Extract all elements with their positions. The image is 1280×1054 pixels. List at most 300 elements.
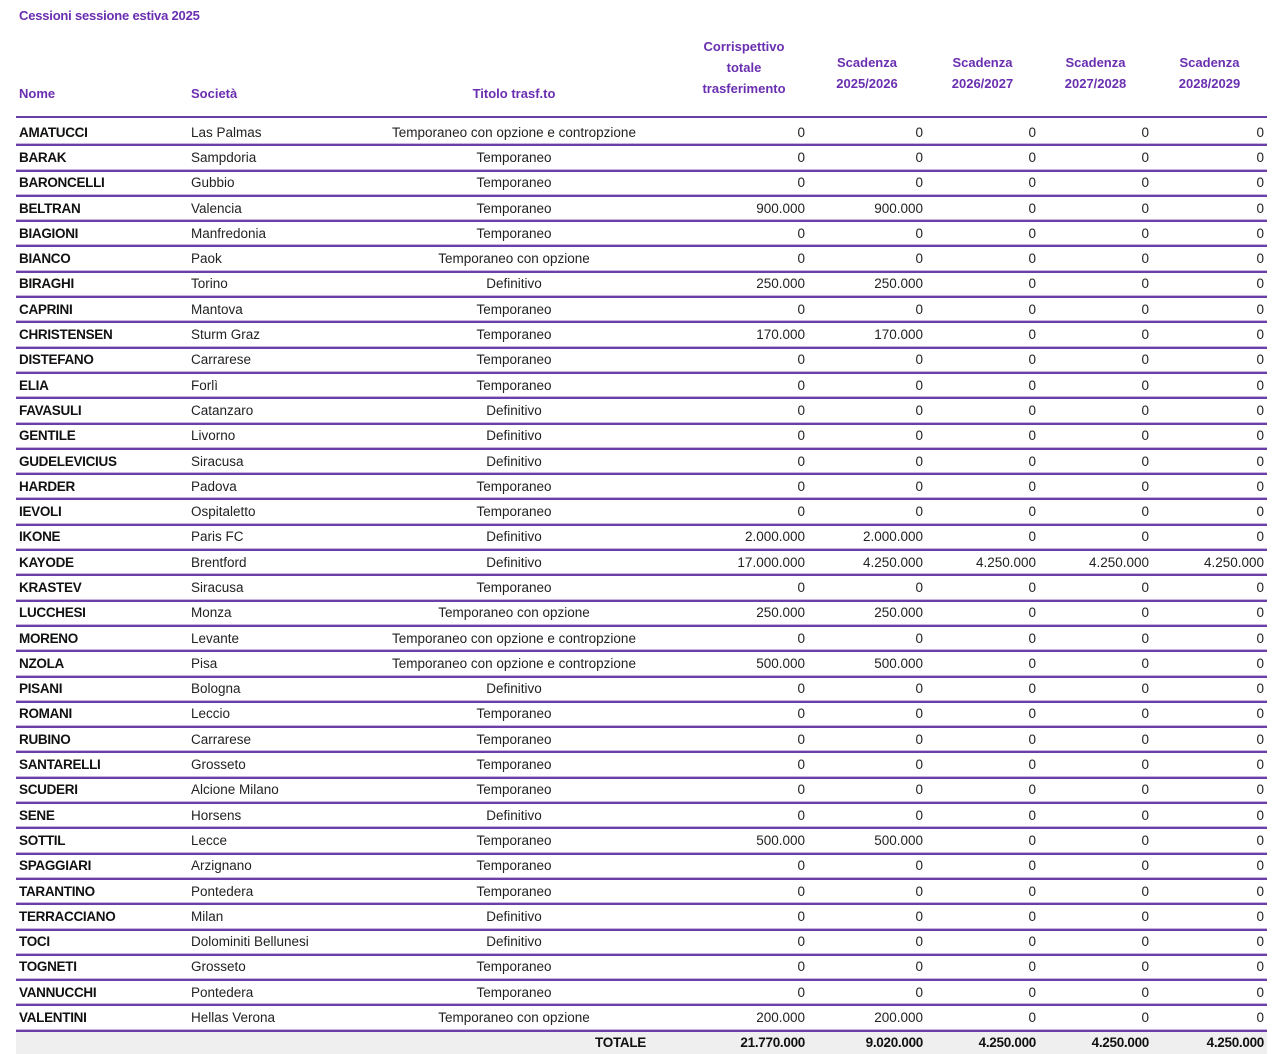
cell-corrispettivo: 0: [680, 171, 808, 196]
cell-corrispettivo: 17.000.000: [680, 550, 808, 575]
cell-scadenza-2028-2029: 0: [1152, 272, 1267, 297]
cell-scadenza-2028-2029: 0: [1152, 626, 1267, 651]
cell-corrispettivo: 2.000.000: [680, 525, 808, 550]
cell-scadenza-2025-2026: 0: [808, 575, 926, 600]
cell-scadenza-2025-2026: 250.000: [808, 601, 926, 626]
cell-titolo: Temporaneo con opzione e contropzione: [348, 626, 680, 651]
cell-nome: DISTEFANO: [16, 348, 188, 373]
cell-scadenza-2026-2027: 0: [926, 702, 1039, 727]
cell-nome: LUCCHESI: [16, 601, 188, 626]
cell-corrispettivo: 0: [680, 930, 808, 955]
cell-scadenza-2026-2027: 0: [926, 322, 1039, 347]
cell-nome: SANTARELLI: [16, 752, 188, 777]
cell-scadenza-2025-2026: 170.000: [808, 322, 926, 347]
cell-corrispettivo: 0: [680, 449, 808, 474]
cell-scadenza-2028-2029: 0: [1152, 803, 1267, 828]
table-row: [16, 601, 1267, 626]
table-row: [16, 297, 1267, 322]
cell-titolo: Definitivo: [348, 677, 680, 702]
cell-scadenza-2026-2027: 0: [926, 930, 1039, 955]
cell-scadenza-2025-2026: 0: [808, 879, 926, 904]
cell-scadenza-2027-2028: 0: [1039, 575, 1152, 600]
table-row: [16, 803, 1267, 828]
cell-scadenza-2028-2029: 0: [1152, 702, 1267, 727]
cell-scadenza-2025-2026: 0: [808, 221, 926, 246]
cell-scadenza-2027-2028: 0: [1039, 272, 1152, 297]
cell-scadenza-2025-2026: 0: [808, 424, 926, 449]
cell-societa: Torino: [188, 272, 348, 297]
cell-scadenza-2028-2029: 0: [1152, 474, 1267, 499]
cell-scadenza-2028-2029: 0: [1152, 601, 1267, 626]
header-scadenza-season: 2027/2028: [1064, 76, 1127, 91]
cell-titolo: Temporaneo: [348, 499, 680, 524]
cell-nome: TOGNETI: [16, 955, 188, 980]
cell-scadenza-2026-2027: 0: [926, 246, 1039, 271]
cell-scadenza-2028-2029: 0: [1152, 955, 1267, 980]
document-title: Cessioni sessione estiva 2025: [19, 8, 200, 23]
table-row: [16, 854, 1267, 879]
cell-societa: Paok: [188, 246, 348, 271]
cell-nome: GUDELEVICIUS: [16, 449, 188, 474]
cell-societa: Pontedera: [188, 980, 348, 1005]
header-corrispettivo-line-1: Corrispettivo: [703, 39, 785, 54]
cell-societa: Grosseto: [188, 752, 348, 777]
cell-scadenza-2027-2028: 0: [1039, 196, 1152, 221]
cell-corrispettivo: 0: [680, 955, 808, 980]
header-scadenza-label: Scadenza: [1179, 55, 1240, 70]
cell-corrispettivo: 0: [680, 677, 808, 702]
cell-scadenza-2026-2027: 0: [926, 752, 1039, 777]
cell-scadenza-2026-2027: 0: [926, 651, 1039, 676]
table-row: [16, 550, 1267, 575]
cell-scadenza-2027-2028: 0: [1039, 980, 1152, 1005]
cell-societa: Mantova: [188, 297, 348, 322]
cell-scadenza-2025-2026: 2.000.000: [808, 525, 926, 550]
header-scadenza-label: Scadenza: [952, 55, 1013, 70]
cell-scadenza-2026-2027: 0: [926, 879, 1039, 904]
cell-scadenza-2027-2028: 0: [1039, 297, 1152, 322]
cell-societa: Arzignano: [188, 854, 348, 879]
cell-scadenza-2025-2026: 0: [808, 955, 926, 980]
cell-societa: Livorno: [188, 424, 348, 449]
cell-corrispettivo: 0: [680, 221, 808, 246]
table-row: [16, 171, 1267, 196]
cell-societa: Padova: [188, 474, 348, 499]
cell-titolo: Temporaneo con opzione: [348, 1005, 680, 1030]
cell-nome: IKONE: [16, 525, 188, 550]
header-societa: Società: [188, 10, 348, 117]
cell-scadenza-2028-2029: 0: [1152, 373, 1267, 398]
table-row: [16, 752, 1267, 777]
cell-societa: Dolominiti Bellunesi: [188, 930, 348, 955]
cell-scadenza-2026-2027: 0: [926, 272, 1039, 297]
cell-scadenza-2026-2027: 0: [926, 196, 1039, 221]
cell-titolo: Temporaneo: [348, 145, 680, 170]
cell-scadenza-2028-2029: 0: [1152, 930, 1267, 955]
table-row: [16, 373, 1267, 398]
cell-titolo: Temporaneo: [348, 474, 680, 499]
cell-scadenza-2028-2029: 0: [1152, 904, 1267, 929]
cell-scadenza-2025-2026: 0: [808, 474, 926, 499]
cell-scadenza-2028-2029: 0: [1152, 196, 1267, 221]
table-row: [16, 778, 1267, 803]
header-row: [16, 10, 1267, 117]
cell-titolo: Definitivo: [348, 525, 680, 550]
table-row: [16, 651, 1267, 676]
cell-nome: ROMANI: [16, 702, 188, 727]
cell-titolo: Temporaneo: [348, 702, 680, 727]
cell-nome: CHRISTENSEN: [16, 322, 188, 347]
cell-scadenza-2026-2027: 0: [926, 117, 1039, 145]
header-scadenza-2028-2029: [1152, 10, 1267, 117]
cell-scadenza-2028-2029: 0: [1152, 1005, 1267, 1030]
cell-scadenza-2026-2027: 0: [926, 474, 1039, 499]
table-row: [16, 1005, 1267, 1030]
cell-nome: TOCI: [16, 930, 188, 955]
cell-societa: Forlì: [188, 373, 348, 398]
cell-scadenza-2025-2026: 0: [808, 803, 926, 828]
cell-scadenza-2025-2026: 0: [808, 727, 926, 752]
cell-scadenza-2026-2027: 0: [926, 955, 1039, 980]
cell-scadenza-2028-2029: 0: [1152, 221, 1267, 246]
cell-titolo: Temporaneo: [348, 348, 680, 373]
cell-scadenza-2027-2028: 0: [1039, 904, 1152, 929]
table-row: [16, 424, 1267, 449]
cell-scadenza-2028-2029: 0: [1152, 980, 1267, 1005]
cell-societa: Brentford: [188, 550, 348, 575]
cell-scadenza-2025-2026: 0: [808, 752, 926, 777]
cell-nome: TERRACCIANO: [16, 904, 188, 929]
total-scadenza-2027-2028: 4.250.000: [1039, 1031, 1152, 1054]
cell-societa: Pontedera: [188, 879, 348, 904]
cell-scadenza-2028-2029: 4.250.000: [1152, 550, 1267, 575]
table-row: [16, 322, 1267, 347]
cell-titolo: Definitivo: [348, 272, 680, 297]
cell-scadenza-2025-2026: 0: [808, 373, 926, 398]
cell-scadenza-2027-2028: 0: [1039, 145, 1152, 170]
cell-societa: Grosseto: [188, 955, 348, 980]
cell-scadenza-2027-2028: 0: [1039, 702, 1152, 727]
cell-scadenza-2025-2026: 0: [808, 904, 926, 929]
cell-nome: FAVASULI: [16, 398, 188, 423]
cell-societa: Sturm Graz: [188, 322, 348, 347]
cell-scadenza-2027-2028: 0: [1039, 398, 1152, 423]
cell-scadenza-2028-2029: 0: [1152, 449, 1267, 474]
table-row: [16, 499, 1267, 524]
cell-scadenza-2026-2027: 0: [926, 449, 1039, 474]
cell-scadenza-2028-2029: 0: [1152, 348, 1267, 373]
cell-nome: VALENTINI: [16, 1005, 188, 1030]
total-scadenza-2028-2029: 4.250.000: [1152, 1031, 1267, 1054]
cell-titolo: Definitivo: [348, 449, 680, 474]
cell-scadenza-2027-2028: 0: [1039, 449, 1152, 474]
cell-corrispettivo: 0: [680, 246, 808, 271]
cell-nome: MORENO: [16, 626, 188, 651]
cell-scadenza-2025-2026: 0: [808, 297, 926, 322]
cell-scadenza-2027-2028: 0: [1039, 955, 1152, 980]
cell-scadenza-2025-2026: 0: [808, 348, 926, 373]
cell-corrispettivo: 900.000: [680, 196, 808, 221]
cell-titolo: Temporaneo: [348, 854, 680, 879]
cell-corrispettivo: 0: [680, 348, 808, 373]
cell-scadenza-2025-2026: 4.250.000: [808, 550, 926, 575]
cell-scadenza-2028-2029: 0: [1152, 778, 1267, 803]
cell-scadenza-2025-2026: 0: [808, 499, 926, 524]
cell-societa: Siracusa: [188, 449, 348, 474]
table-row: [16, 221, 1267, 246]
cell-scadenza-2026-2027: 0: [926, 424, 1039, 449]
cell-corrispettivo: 0: [680, 879, 808, 904]
cell-scadenza-2028-2029: 0: [1152, 651, 1267, 676]
cell-scadenza-2028-2029: 0: [1152, 854, 1267, 879]
cell-titolo: Temporaneo: [348, 727, 680, 752]
cell-scadenza-2026-2027: 0: [926, 980, 1039, 1005]
cell-scadenza-2027-2028: 0: [1039, 601, 1152, 626]
cell-nome: PISANI: [16, 677, 188, 702]
cell-titolo: Definitivo: [348, 904, 680, 929]
cell-scadenza-2028-2029: 0: [1152, 575, 1267, 600]
cell-scadenza-2027-2028: 0: [1039, 117, 1152, 145]
cell-corrispettivo: 0: [680, 752, 808, 777]
table-row: [16, 474, 1267, 499]
cell-scadenza-2025-2026: 0: [808, 171, 926, 196]
cell-nome: SENE: [16, 803, 188, 828]
cell-titolo: Temporaneo con opzione e contropzione: [348, 651, 680, 676]
cell-societa: Bologna: [188, 677, 348, 702]
cell-nome: BIAGIONI: [16, 221, 188, 246]
cell-scadenza-2026-2027: 0: [926, 297, 1039, 322]
cell-corrispettivo: 250.000: [680, 272, 808, 297]
table-row: [16, 449, 1267, 474]
cell-scadenza-2026-2027: 4.250.000: [926, 550, 1039, 575]
cell-corrispettivo: 0: [680, 575, 808, 600]
header-scadenza-label: Scadenza: [837, 55, 897, 70]
cell-nome: RUBINO: [16, 727, 188, 752]
cell-titolo: Definitivo: [348, 550, 680, 575]
cell-scadenza-2026-2027: 0: [926, 373, 1039, 398]
cell-titolo: Temporaneo con opzione: [348, 601, 680, 626]
cell-scadenza-2027-2028: 0: [1039, 778, 1152, 803]
cell-scadenza-2026-2027: 0: [926, 171, 1039, 196]
cell-scadenza-2025-2026: 0: [808, 117, 926, 145]
cell-corrispettivo: 0: [680, 626, 808, 651]
cell-titolo: Temporaneo con opzione e contropzione: [348, 117, 680, 145]
cell-scadenza-2025-2026: 0: [808, 980, 926, 1005]
table-row: [16, 196, 1267, 221]
cell-scadenza-2026-2027: 0: [926, 525, 1039, 550]
table-row: [16, 117, 1267, 145]
cell-nome: KAYODE: [16, 550, 188, 575]
cell-scadenza-2027-2028: 0: [1039, 854, 1152, 879]
cell-corrispettivo: 0: [680, 424, 808, 449]
cell-scadenza-2028-2029: 0: [1152, 398, 1267, 423]
cell-corrispettivo: 500.000: [680, 651, 808, 676]
cell-scadenza-2025-2026: 0: [808, 449, 926, 474]
cell-societa: Monza: [188, 601, 348, 626]
cell-scadenza-2025-2026: 0: [808, 930, 926, 955]
table-row: [16, 904, 1267, 929]
cell-scadenza-2028-2029: 0: [1152, 322, 1267, 347]
cell-societa: Horsens: [188, 803, 348, 828]
cell-scadenza-2025-2026: 0: [808, 702, 926, 727]
header-corrispettivo-line-2: totale: [726, 60, 762, 75]
cell-scadenza-2025-2026: 500.000: [808, 651, 926, 676]
cell-societa: Alcione Milano: [188, 778, 348, 803]
table-row: [16, 398, 1267, 423]
cell-societa: Levante: [188, 626, 348, 651]
cell-scadenza-2025-2026: 0: [808, 778, 926, 803]
header-scadenza-label: Scadenza: [1065, 55, 1126, 70]
cell-corrispettivo: 0: [680, 474, 808, 499]
cell-scadenza-2027-2028: 0: [1039, 1005, 1152, 1030]
transfers-table: [16, 10, 1267, 1054]
cell-scadenza-2027-2028: 0: [1039, 373, 1152, 398]
cell-titolo: Temporaneo: [348, 828, 680, 853]
cell-titolo: Temporaneo: [348, 575, 680, 600]
header-corrispettivo: [680, 10, 808, 117]
cell-corrispettivo: 0: [680, 727, 808, 752]
cell-scadenza-2026-2027: 0: [926, 626, 1039, 651]
table-row: [16, 980, 1267, 1005]
cell-scadenza-2026-2027: 0: [926, 348, 1039, 373]
header-scadenza-2026-2027: [926, 10, 1039, 117]
cell-nome: NZOLA: [16, 651, 188, 676]
cell-scadenza-2027-2028: 0: [1039, 879, 1152, 904]
header-scadenza-season: 2028/2029: [1178, 76, 1241, 91]
cell-scadenza-2025-2026: 0: [808, 626, 926, 651]
cell-corrispettivo: 0: [680, 854, 808, 879]
cell-societa: Sampdoria: [188, 145, 348, 170]
cell-scadenza-2025-2026: 250.000: [808, 272, 926, 297]
table-row: [16, 145, 1267, 170]
cell-scadenza-2028-2029: 0: [1152, 171, 1267, 196]
table-row: [16, 272, 1267, 297]
cell-scadenza-2026-2027: 0: [926, 778, 1039, 803]
cell-nome: BIANCO: [16, 246, 188, 271]
cell-scadenza-2026-2027: 0: [926, 854, 1039, 879]
cell-titolo: Temporaneo con opzione: [348, 246, 680, 271]
cell-titolo: Temporaneo: [348, 980, 680, 1005]
cell-scadenza-2025-2026: 500.000: [808, 828, 926, 853]
cell-scadenza-2025-2026: 0: [808, 398, 926, 423]
cell-scadenza-2025-2026: 0: [808, 246, 926, 271]
cell-scadenza-2027-2028: 0: [1039, 246, 1152, 271]
cell-nome: ELIA: [16, 373, 188, 398]
cell-nome: BIRAGHI: [16, 272, 188, 297]
cell-scadenza-2027-2028: 0: [1039, 171, 1152, 196]
cell-corrispettivo: 200.000: [680, 1005, 808, 1030]
cell-corrispettivo: 0: [680, 297, 808, 322]
table-row: [16, 677, 1267, 702]
cell-nome: CAPRINI: [16, 297, 188, 322]
cell-scadenza-2026-2027: 0: [926, 1005, 1039, 1030]
cell-scadenza-2027-2028: 0: [1039, 474, 1152, 499]
cell-scadenza-2027-2028: 0: [1039, 803, 1152, 828]
cell-scadenza-2025-2026: 900.000: [808, 196, 926, 221]
cell-corrispettivo: 0: [680, 145, 808, 170]
header-scadenza-season: 2026/2027: [951, 76, 1014, 91]
cell-scadenza-2028-2029: 0: [1152, 752, 1267, 777]
cell-scadenza-2027-2028: 0: [1039, 424, 1152, 449]
cell-scadenza-2026-2027: 0: [926, 575, 1039, 600]
cell-nome: TARANTINO: [16, 879, 188, 904]
cell-societa: Carrarese: [188, 727, 348, 752]
header-scadenza-season: 2025/2026: [836, 76, 898, 91]
table-row: [16, 930, 1267, 955]
table-row: [16, 626, 1267, 651]
cell-scadenza-2025-2026: 0: [808, 854, 926, 879]
cell-scadenza-2026-2027: 0: [926, 677, 1039, 702]
cell-scadenza-2028-2029: 0: [1152, 117, 1267, 145]
cell-corrispettivo: 0: [680, 803, 808, 828]
table-row: [16, 879, 1267, 904]
cell-scadenza-2026-2027: 0: [926, 145, 1039, 170]
cell-societa: Siracusa: [188, 575, 348, 600]
cell-scadenza-2026-2027: 0: [926, 727, 1039, 752]
cell-titolo: Definitivo: [348, 398, 680, 423]
cell-scadenza-2028-2029: 0: [1152, 828, 1267, 853]
table-row: [16, 348, 1267, 373]
cell-scadenza-2027-2028: 0: [1039, 525, 1152, 550]
cell-titolo: Temporaneo: [348, 778, 680, 803]
cell-nome: GENTILE: [16, 424, 188, 449]
table-row: [16, 702, 1267, 727]
cell-scadenza-2025-2026: 200.000: [808, 1005, 926, 1030]
cell-titolo: Temporaneo: [348, 879, 680, 904]
cell-scadenza-2026-2027: 0: [926, 398, 1039, 423]
cell-corrispettivo: 0: [680, 117, 808, 145]
cell-societa: Carrarese: [188, 348, 348, 373]
cell-nome: SPAGGIARI: [16, 854, 188, 879]
cell-societa: Lecce: [188, 828, 348, 853]
cell-scadenza-2025-2026: 0: [808, 677, 926, 702]
table-row: [16, 955, 1267, 980]
cell-nome: BARAK: [16, 145, 188, 170]
cell-scadenza-2027-2028: 0: [1039, 930, 1152, 955]
cell-nome: IEVOLI: [16, 499, 188, 524]
cell-scadenza-2028-2029: 0: [1152, 145, 1267, 170]
cell-corrispettivo: 0: [680, 499, 808, 524]
cell-scadenza-2026-2027: 0: [926, 803, 1039, 828]
cell-scadenza-2027-2028: 4.250.000: [1039, 550, 1152, 575]
header-titolo: Titolo trasf.to: [348, 10, 680, 117]
cell-societa: Milan: [188, 904, 348, 929]
cell-scadenza-2026-2027: 0: [926, 904, 1039, 929]
cell-societa: Hellas Verona: [188, 1005, 348, 1030]
cell-scadenza-2028-2029: 0: [1152, 879, 1267, 904]
total-scadenza-2025-2026: 9.020.000: [808, 1031, 926, 1054]
cell-titolo: Temporaneo: [348, 171, 680, 196]
cell-scadenza-2026-2027: 0: [926, 601, 1039, 626]
table-row: [16, 727, 1267, 752]
table-row: [16, 828, 1267, 853]
cell-societa: Las Palmas: [188, 117, 348, 145]
cell-societa: Ospitaletto: [188, 499, 348, 524]
cell-corrispettivo: 0: [680, 702, 808, 727]
cell-titolo: Temporaneo: [348, 373, 680, 398]
cell-corrispettivo: 0: [680, 904, 808, 929]
cell-scadenza-2028-2029: 0: [1152, 246, 1267, 271]
cell-societa: Leccio: [188, 702, 348, 727]
cell-societa: Catanzaro: [188, 398, 348, 423]
cell-scadenza-2027-2028: 0: [1039, 322, 1152, 347]
cell-corrispettivo: 0: [680, 398, 808, 423]
cell-scadenza-2028-2029: 0: [1152, 677, 1267, 702]
cell-nome: BELTRAN: [16, 196, 188, 221]
cell-scadenza-2027-2028: 0: [1039, 651, 1152, 676]
header-nome: Nome: [16, 10, 188, 117]
cell-titolo: Temporaneo: [348, 322, 680, 347]
